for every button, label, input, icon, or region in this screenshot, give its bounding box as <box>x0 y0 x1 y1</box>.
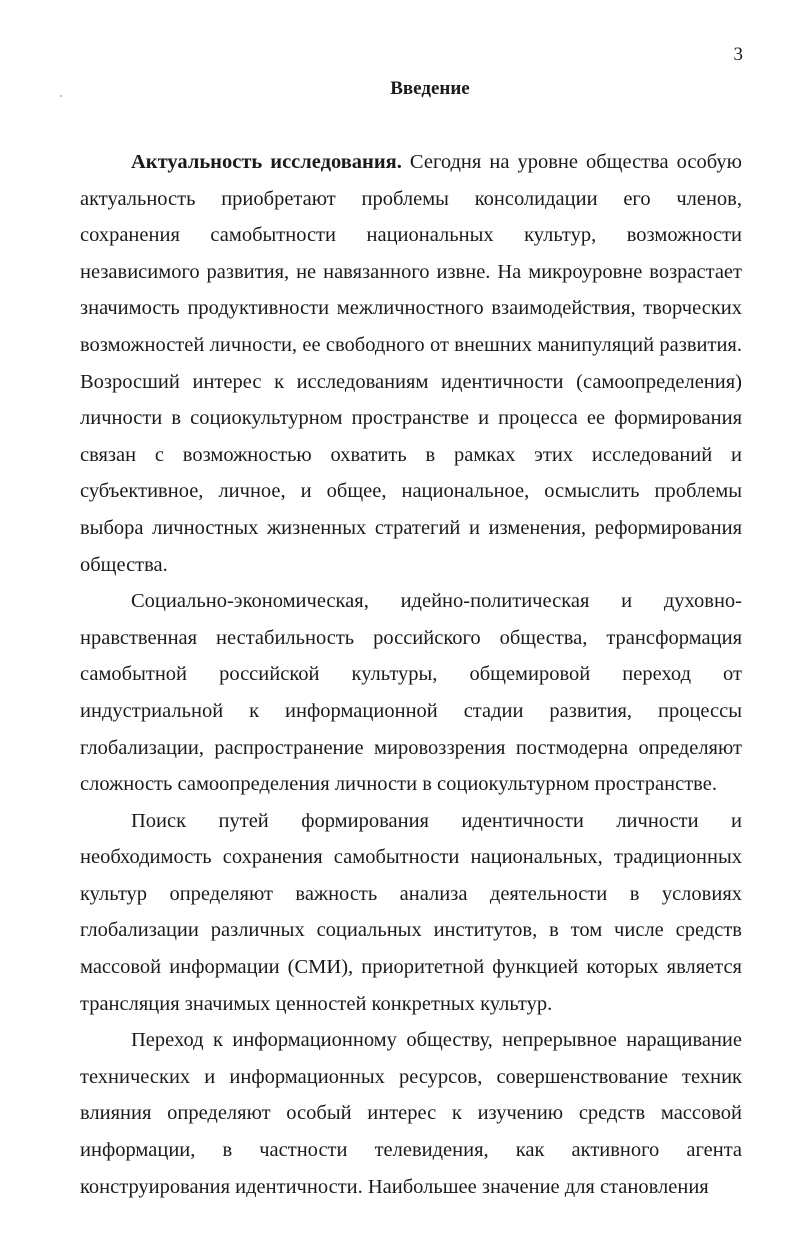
paragraph-relevance <box>80 144 742 583</box>
paragraph-information-society: Переход к информационному обществу, непрерывное наращивание технических и информационных ресурсов, совершенствование техник влияния определяют особый интерес к изучению средств массовой информации, в частности телевидения, как активного агента конструирования идентичности. Наибольшее значение для становления <box>80 1029 742 1198</box>
paragraph-text: Сегодня на уровне общества особую актуальность приобретают проблемы консолидации его членов, сохранения самобытности национальных культур, возможности независимого развития, не навязанного извне. На микроуровне возрастает значимость продуктивности межличностного взаимодействия, творческих возможностей личности, ее свободного от внешних манипуляций развития. Возросший интерес к исследованиям идентичности (самоопределения) личности в социокультурном пространстве и процесса ее формирования связан с возможностью охватить в рамках этих исследований и субъективное, личное, и общее, национальное, осмыслить проблемы выбора личностных жизненных стратегий и изменения, реформирования общества. <box>80 151 742 576</box>
paragraph-lead: Актуальность исследования. <box>131 151 402 173</box>
paragraph-identity-search: Поиск путей формирования идентичности личности и необходимость сохранения самобытности национальных, традиционных культур определяют важность анализа деятельности в условиях глобализации различных социальных институтов, в том числе средств массовой информации (СМИ), приоритетной функцией которых является трансляция значимых ценностей конкретных культур. <box>80 809 742 1015</box>
paragraph-instability: Социально-экономическая, идейно-политическая и духовно-нравственная нестабильность российского общества, трансформация самобытной российской культуры, общемировой переход от индустриальной к информационной стадии развития, процессы глобализации, распространение мировоззрения постмодерна определяют сложность самоопределения личности в социокультурном пространстве. <box>80 590 742 796</box>
section-title: Введение <box>390 78 470 99</box>
body-text <box>80 144 742 1205</box>
page-number: 3 <box>733 44 743 65</box>
